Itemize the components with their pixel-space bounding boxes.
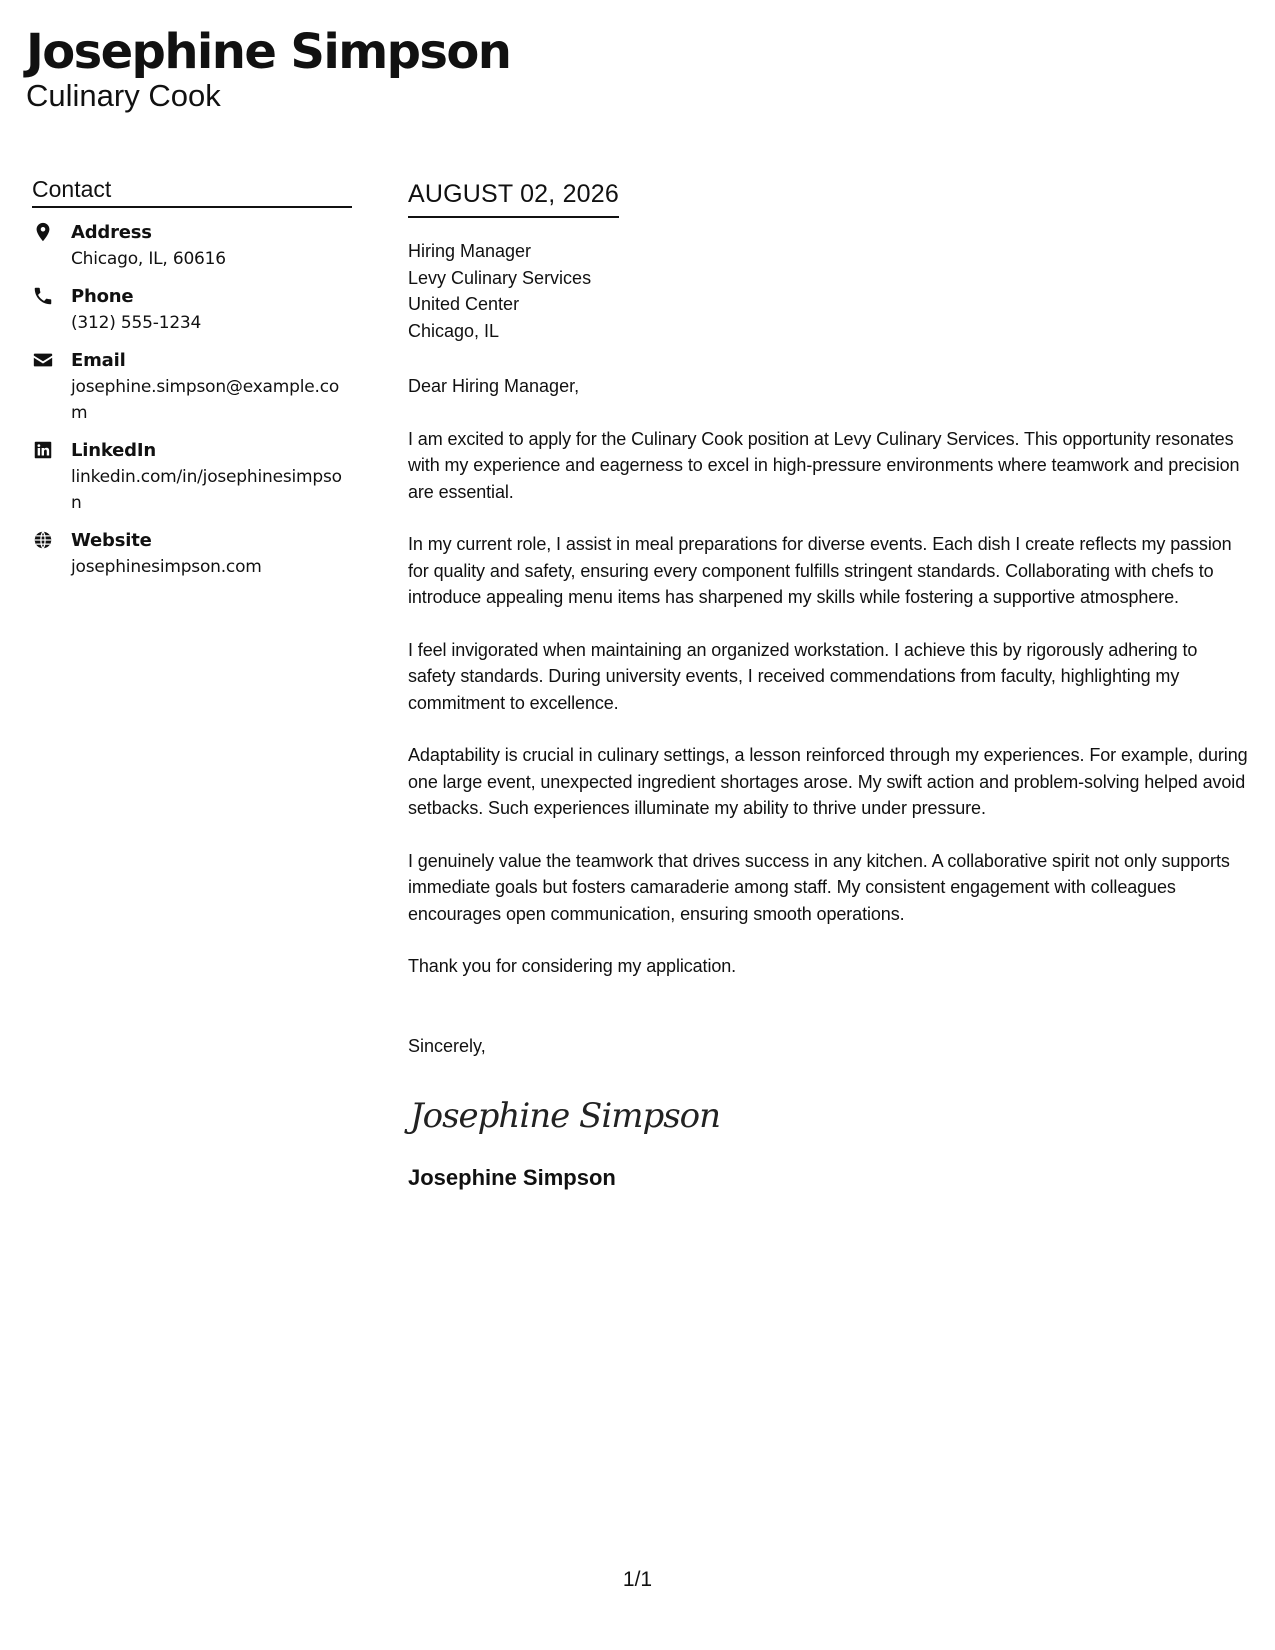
paragraph-2: In my current role, I assist in meal preparations for diverse events. Each dish I create reflects my passion for quality and safety, ensuring every component fulfills stringent standards. Collaborating with chefs to introduce appealing menu items has sharpened my skills while fostering a supportive atmosphere.	[408, 534, 1232, 607]
header	[26, 22, 510, 114]
recipient-location: United Center	[408, 294, 520, 314]
recipient-block	[408, 238, 1248, 344]
address-label: Address	[71, 222, 152, 243]
paragraph-6: Thank you for considering my application.	[408, 956, 737, 976]
phone-icon	[32, 285, 54, 307]
contact-address	[32, 220, 352, 272]
website-value[interactable]: josephinesimpson.com	[71, 557, 262, 577]
recipient-company: Levy Culinary Services	[408, 267, 592, 288]
signer-name: Josephine Simpson	[408, 1165, 616, 1190]
recipient-name: Hiring Manager	[408, 241, 532, 261]
contact-linkedin	[32, 438, 352, 516]
website-label: Website	[71, 530, 152, 551]
linkedin-icon	[32, 439, 54, 461]
contact-phone	[32, 284, 352, 336]
letter-body	[408, 178, 1248, 1193]
phone-label: Phone	[71, 286, 134, 307]
phone-value: (312) 555-1234	[71, 313, 202, 333]
salutation: Dear Hiring Manager,	[408, 376, 580, 396]
email-value[interactable]: josephine.simpson@example.com	[71, 377, 340, 423]
paragraph-4: Adaptability is crucial in culinary settings, a lesson reinforced through my experiences. For example, during one large event, unexpected ingredient shortages arose. My swift action and problem-solving helped avoid setbacks. Such experiences illuminate my ability to thrive under pressure.	[408, 745, 1248, 818]
applicant-title: Culinary Cook	[26, 78, 221, 113]
contact-website	[32, 528, 352, 580]
applicant-name: Josephine Simpson	[26, 24, 511, 80]
closing: Sincerely,	[408, 1035, 486, 1056]
contact-sidebar	[32, 174, 352, 592]
signature-image	[408, 1089, 721, 1139]
linkedin-label: LinkedIn	[71, 440, 156, 461]
email-label: Email	[71, 350, 126, 371]
map-pin-icon	[32, 221, 54, 243]
letter-date: AUGUST 02, 2026	[408, 178, 619, 218]
address-value: Chicago, IL, 60616	[71, 249, 226, 269]
globe-icon	[32, 529, 54, 551]
contact-email	[32, 348, 352, 426]
signature-text: Josephine Simpson	[410, 1096, 721, 1136]
contact-section-title: Contact	[32, 174, 352, 208]
paragraph-1: I am excited to apply for the Culinary Cook position at Levy Culinary Services. This opportunity resonates with my experience and eagerness to excel in high-pressure environments where teamwork and precision are essential.	[408, 428, 1240, 502]
recipient-city: Chicago, IL	[408, 320, 500, 341]
paragraph-3: I feel invigorated when maintaining an organized workstation. I achieve this by rigorously adhering to safety standards. During university events, I received commendations from faculty, highlighting my commitment to excellence.	[408, 639, 1198, 713]
linkedin-value[interactable]: linkedin.com/in/josephinesimpson	[71, 467, 342, 513]
page-number: 1/1	[622, 1568, 653, 1591]
paragraph-5: I genuinely value the teamwork that drives success in any kitchen. A collaborative spirit not only supports immediate goals but fosters camaraderie among staff. My consistent engagement with colleagues encourages open communication, ensuring smooth operations.	[408, 850, 1230, 924]
envelope-icon	[32, 349, 54, 371]
